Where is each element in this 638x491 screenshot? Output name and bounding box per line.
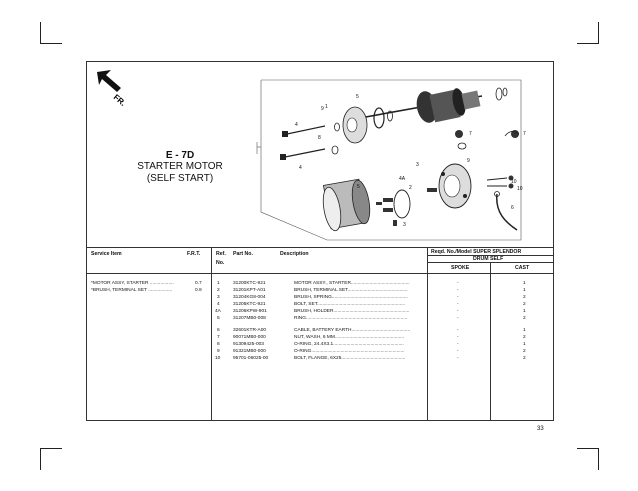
svg-text:2: 2 [409, 185, 412, 191]
section-code: E - 7D [165, 150, 195, 161]
table-hline-header [87, 273, 553, 274]
svg-text:9: 9 [321, 106, 324, 112]
svg-text:5: 5 [357, 184, 360, 190]
crop-mark-bottom-left-v [40, 448, 41, 470]
crop-mark-top-left-v [40, 22, 41, 44]
crop-mark-top-right-v [598, 22, 599, 44]
svg-text:10: 10 [517, 186, 523, 192]
crop-mark-bottom-left-h [40, 448, 62, 449]
crop-mark-bottom-right-v [598, 448, 599, 470]
table-hline-drum [427, 262, 553, 263]
header-spoke: SPOKE [451, 265, 470, 271]
service-item-name: *BRUSH, TERMINAL SET .................. [91, 288, 173, 293]
service-item-name: *MOTOR ASSY, STARTER .................. [91, 281, 174, 286]
terminal-bolt-parts [487, 176, 514, 189]
orientation-label: FR. [111, 92, 128, 108]
svg-text:6: 6 [511, 205, 514, 211]
svg-text:3: 3 [403, 222, 406, 228]
svg-text:8: 8 [318, 135, 321, 141]
svg-text:4A: 4A [399, 176, 406, 182]
nut-washer-parts [455, 130, 519, 149]
catalog-page-frame [86, 61, 554, 421]
header-drum-self: DRUM SELF [473, 256, 504, 262]
service-item-frt: 0.7 [195, 281, 202, 286]
header-cast: CAST [515, 265, 530, 271]
motor-yoke-part [320, 179, 372, 232]
header-service-item: Service Item [91, 251, 122, 257]
armature-part [349, 87, 507, 125]
section-title-line2: (SELF START) [146, 173, 214, 184]
header-part-no: Part No. [233, 251, 253, 257]
svg-text:3: 3 [416, 162, 419, 168]
service-item-frt: 0.9 [195, 288, 202, 293]
assembly-boundary [261, 80, 521, 240]
crop-mark-top-left-h [40, 43, 62, 44]
brush-holder-part [376, 190, 410, 226]
svg-text:7: 7 [469, 131, 472, 137]
svg-text:4: 4 [295, 122, 298, 128]
svg-text:5: 5 [356, 94, 359, 100]
header-reqd-model: Reqd. No./Model SUPER SPLENDOR [431, 249, 522, 255]
header-ref-line2: No. [216, 260, 225, 266]
svg-text:1: 1 [325, 104, 328, 110]
header-description: Description [280, 251, 309, 257]
front-direction-arrow-icon [97, 70, 127, 108]
parts-table: Service Item F.R.T. Ref. No. Part No. Description Reqd. No./Model SUPER SPLENDOR DRUM SELF SPOKE CAST *MOTOR ASSY, STARTER .................. 0.7 *BRUSH, TERMINAL SET .................. 0.9 1 31200KTC-921 MOTOR ASSY., STARTER............................................ - 1 2 31201KPT-A01 BRUSH, TERMINAL SET............................................. - 1 3 31204KG8-004 BRUSH, SPRING......................................................... - 2 4 31205KTC-921 BOLT, SET.................................................................. - 2 4A 31206KPW-901 BRUSH, HOLDER......................................................... - 1 5 31207MB0-008 RING............................................................................ - 2 6 32601KTR-A00 CABLE, BATTERY EARTH............................................ - 1 7 90071MB0-000 NUT, WASH, 6 MM.................................................... - 2 8 91309425-003 O-RING, 24.4X3.1..................................................... - 1 9 91321MB0-000 O-RING...................................................................... - 2 10 95701-06025-00 BOLT, FLANGE, 6X25................................................ - 2 [87, 247, 553, 421]
section-title-line1: STARTER MOTOR [137, 161, 223, 172]
header-ref-line1: Ref. [216, 251, 226, 257]
rear-cover-part [427, 164, 471, 208]
bolt-parts [280, 126, 325, 160]
table-divider-spoke-cast [490, 262, 491, 420]
crop-mark-bottom-right-h [577, 448, 599, 449]
svg-text:4: 4 [299, 165, 302, 171]
crop-mark-top-right-h [577, 43, 599, 44]
svg-text:9: 9 [467, 158, 470, 164]
page-number: 33 [537, 426, 544, 432]
svg-text:7: 7 [523, 131, 526, 137]
section-title-block [109, 150, 251, 185]
front-cover-part [335, 107, 393, 143]
svg-text:10: 10 [511, 179, 517, 185]
header-frt: F.R.T. [187, 251, 201, 257]
